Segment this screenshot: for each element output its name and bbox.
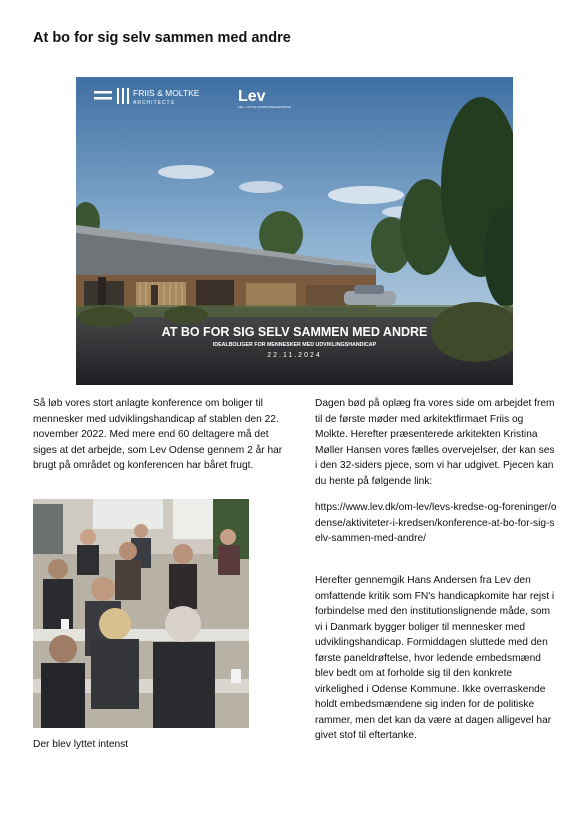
pamphlet-link[interactable]: https://www.lev.dk/om-lev/levs-kredse-og-foreninger/odense/aktiviteter-i-kredsen/konference-at-bo-for-sig-selv-sammen-med-andre/ [315,502,557,544]
hero-date: 22.11.2024 [267,352,322,359]
lev-logo-text: Lev [238,88,266,105]
lev-logo-subtext: LEV · LIV OG UDVIKLINGSHANDICAP [238,105,291,109]
hero-subheadline: IDEALBOLIGER FOR MENNESKER MED UDVIKLINGSHANDICAP [212,342,377,348]
paragraph-presentations: Dagen bød på oplæg fra vores side om arbejdet frem til de første møder med arkitektfirmaet Friis og Molkte. Herefter præsenterede arkitekten Kristina Møller Hansen vores fælles overvejelser, der kan ses i den 32-siders pjece, som vi har udgivet. Pjecen kan du hente på følgende link: [315,398,555,487]
friis-logo-subtext: ARCHITECTS [133,100,175,106]
hero-rendering-image [76,77,513,385]
hero-headline: AT BO FOR SIG SELV SAMMEN MED ANDRE [161,325,428,339]
page-title: At bo for sig selv sammen med andre [33,30,291,46]
paragraph-intro: Så løb vores stort anlagte konference om boliger til mennesker med udviklingshandicap af stablen den 22. november 2022. Med mere end 60 deltagere må det siges at det arbejde, som Lev Odense gennem 2 år har brugt på området og konferencen har båret frugt. [33,398,283,471]
conference-photo [33,499,249,728]
paragraph-panel: Herefter gennemgik Hans Andersen fra Lev den omfattende kritik som FN's handicapkomite har rejst i forbindelse med den institutionslignende måde, som vi i Danmark bygger boliger til mennesker med udviklingshandicap. Formiddagen sluttede med den første paneldrøftelse, hvor ledende embedsmænd blev bedt om at forholde sig til den konkrete virkelighed i Odense Kommune. Ikke overraskende holdt embedsmændene sig inden for de politiske rammer, men det kan da være at dagen alligevel har givet stof til eftertanke. [315,575,555,741]
photo-caption: Der blev lyttet intenst [33,739,129,750]
friis-logo-text: FRIIS & MOLTKE [133,88,200,98]
